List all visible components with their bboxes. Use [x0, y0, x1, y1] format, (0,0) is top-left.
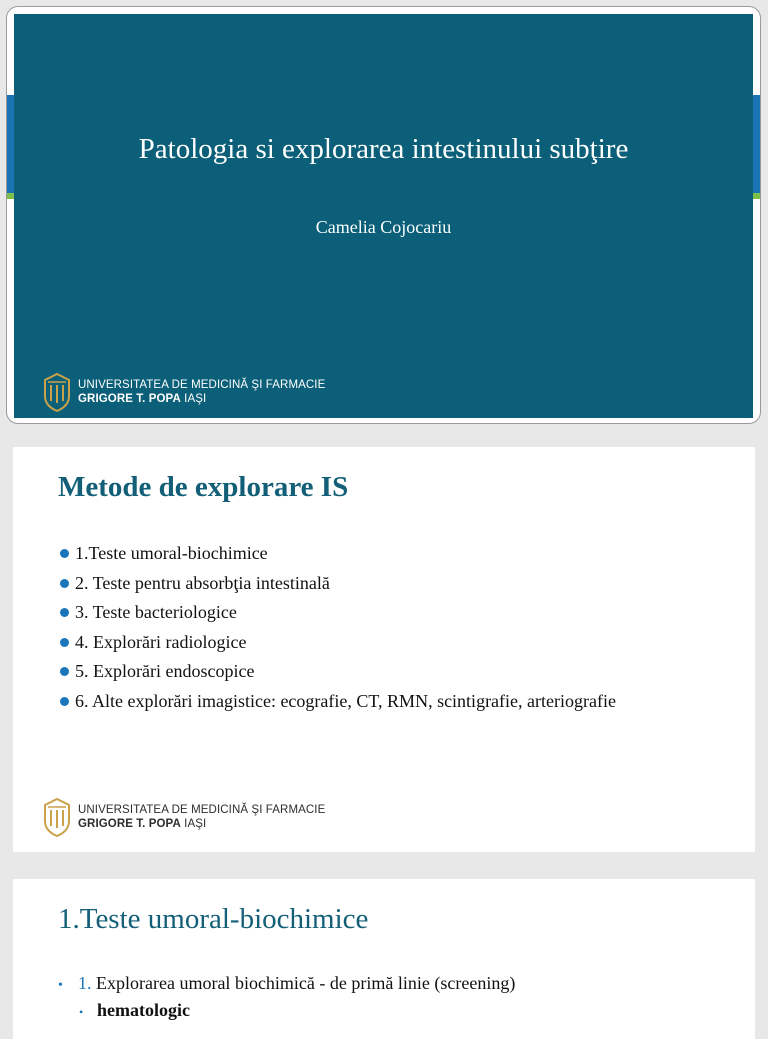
sub-list-item-text: hematologic: [97, 1000, 190, 1020]
title-slide-frame: [6, 6, 761, 424]
methods-slide-title: Metode de explorare IS: [58, 471, 349, 503]
bullet-icon: [60, 667, 69, 676]
university-crest-icon: [42, 797, 72, 837]
methods-slide: [13, 447, 755, 852]
logo-university-name: UNIVERSITATEA DE MEDICINĂ ŞI FARMACIE: [78, 804, 326, 816]
list-item-text: 1.Teste umoral-biochimice: [75, 543, 268, 563]
list-item: [59, 657, 616, 687]
list-item-text: 3. Teste bacteriologice: [75, 602, 237, 622]
list-item: [59, 539, 616, 569]
list-item-text: 2. Teste pentru absorbţia intestinală: [75, 572, 330, 593]
biochemical-tests-title: 1.Teste umoral-biochimice: [58, 903, 369, 935]
sub-bullet-icon: •: [79, 1005, 84, 1019]
list-item: [59, 598, 616, 628]
list-item-text: 6. Alte explorări imagistice: ecografie, CT, RMN, scintigrafie, arteriografie: [75, 690, 616, 711]
methods-list: [59, 539, 616, 716]
list-item: [58, 971, 515, 998]
title-slide: [14, 14, 753, 418]
logo-subtitle-bold: GRIGORE T. POPA: [78, 818, 181, 830]
university-crest-icon: [42, 372, 72, 412]
bullet-icon: [60, 697, 69, 706]
list-item: [59, 687, 616, 717]
author-name: Camelia Cojocariu: [315, 217, 452, 237]
logo-subtitle-bold: GRIGORE T. POPA: [78, 393, 181, 405]
list-item: [59, 628, 616, 658]
logo-university-name: UNIVERSITATEA DE MEDICINĂ ŞI FARMACIE: [78, 379, 326, 391]
bullet-icon: [60, 638, 69, 647]
bullet-icon: [60, 549, 69, 558]
bullet-icon: [60, 579, 69, 588]
university-logo: [42, 372, 325, 412]
logo-subtitle: [78, 817, 325, 831]
list-item-text: 4. Explorări radiologice: [75, 631, 247, 652]
list-item-text: 5. Explorări endoscopice: [75, 661, 255, 681]
logo-subtitle: [78, 392, 325, 406]
bullet-icon: •: [58, 978, 63, 993]
biochemical-tests-slide: [13, 879, 755, 1039]
list-item-number: 1.: [78, 973, 92, 993]
university-logo: [42, 797, 325, 837]
list-item: [59, 569, 616, 599]
logo-subtitle-city: IAŞI: [180, 818, 207, 830]
bullet-icon: [60, 608, 69, 617]
sub-list-item: [79, 998, 190, 1024]
logo-subtitle-city: IAŞI: [180, 393, 207, 405]
list-item-text: Explorarea umoral biochimică - de primă linie (screening): [91, 973, 516, 993]
presentation-title: Patologia si explorarea intestinului subţire: [138, 133, 629, 165]
